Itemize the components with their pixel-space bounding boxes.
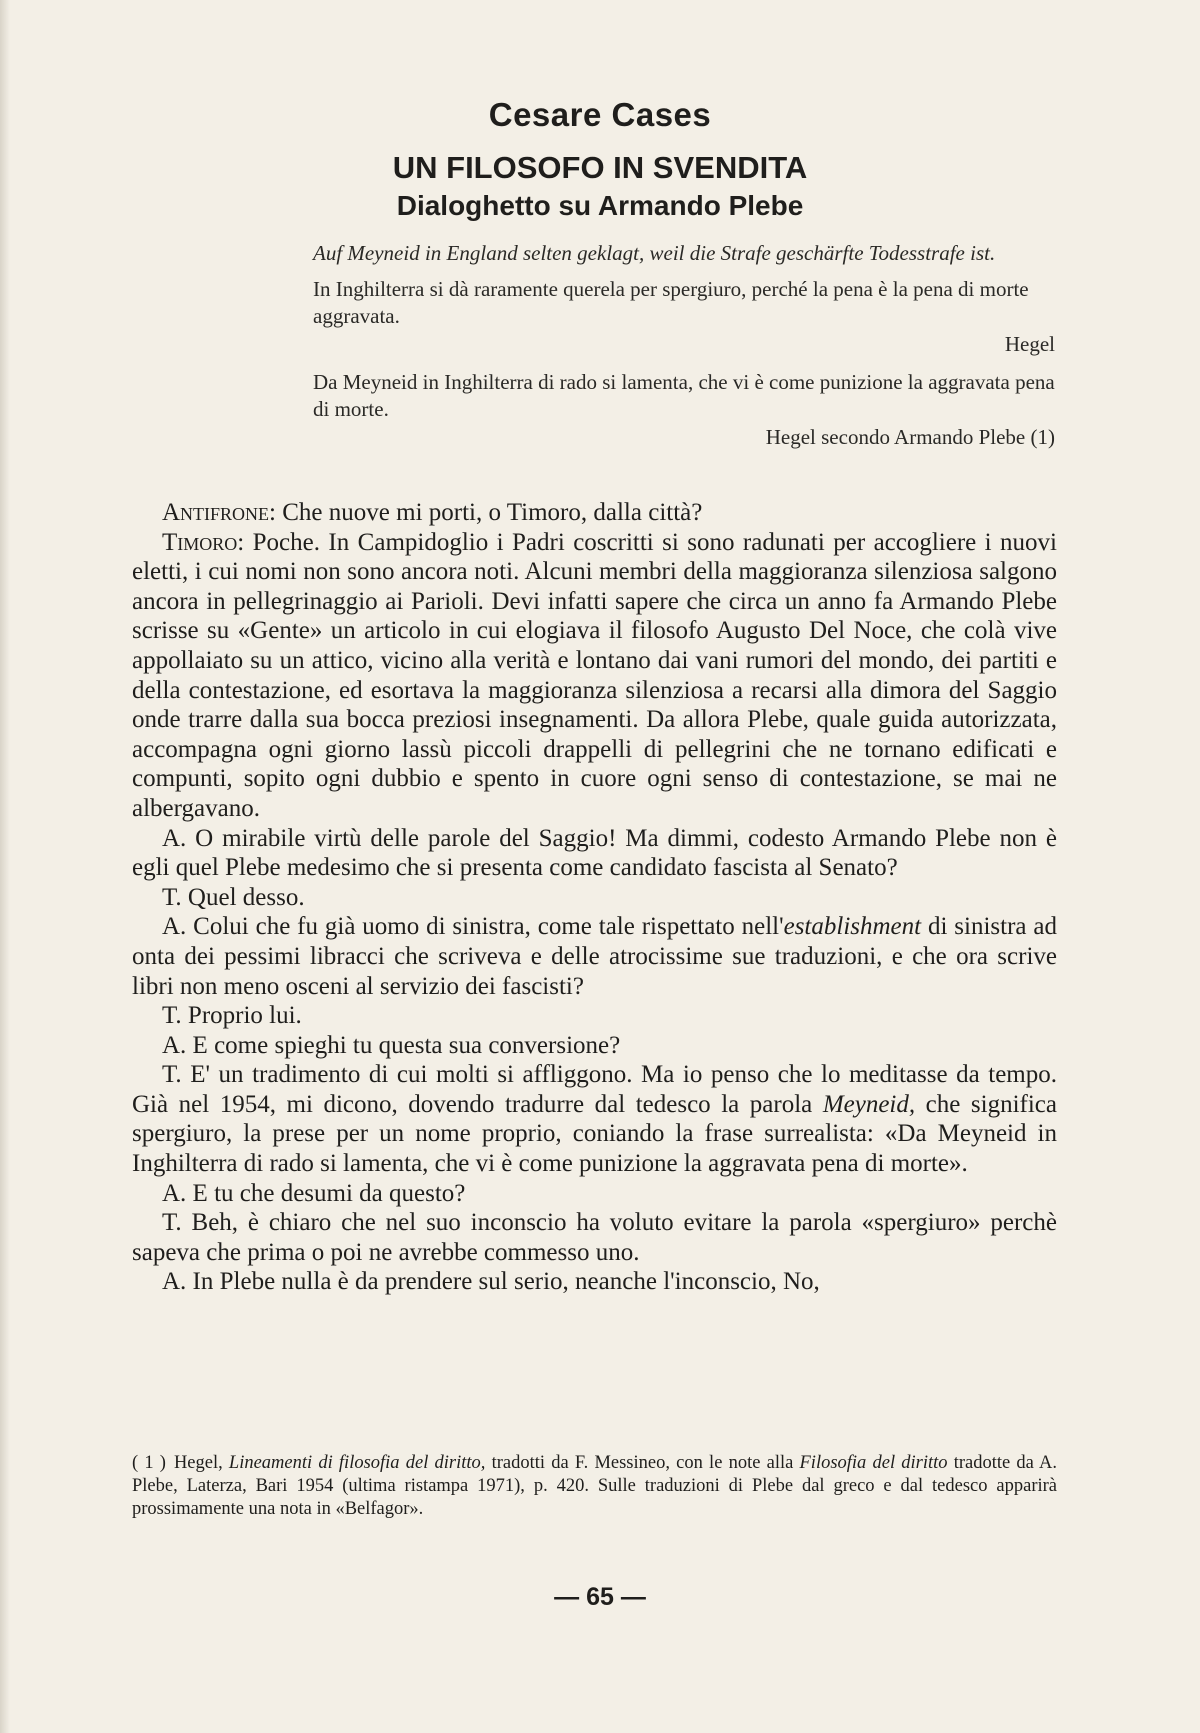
footnote: [132, 1452, 1057, 1521]
dialogue-paragraph: A. E come spieghi tu questa sua conversione?: [162, 1031, 621, 1059]
dialogue-text: Che nuove mi porti, o Timoro, dalla città?: [276, 499, 703, 526]
dialogue-paragraph: [132, 528, 1057, 824]
dialogue-paragraph: [132, 498, 1057, 528]
article-subtitle: Dialoghetto su Armando Plebe: [396, 190, 804, 221]
footnote-number: ( 1 ): [132, 1453, 166, 1473]
epigraph-attribution-plebe: Hegel secondo Armando Plebe (1): [765, 425, 1055, 449]
footnote-text: Hegel,: [173, 1453, 229, 1473]
dialogue-italic: establishment: [783, 913, 922, 941]
dialogue-paragraph: A. In Plebe nulla è da prendere sul serio, neanche l'inconscio, No,: [162, 1268, 820, 1296]
dialogue-text: A. Colui che fu già uomo di sinistra, come tale rispettato nell': [162, 913, 784, 941]
dialogue-paragraph: [132, 1060, 1057, 1178]
dialogue-text: T. E' un tradimento di cui molti si affliggono. Ma io penso che lo meditasse da tempo. Già nel 1954, mi dicono, dovendo tradurre dal tedesco la parola: [132, 1061, 1057, 1118]
dialogue-paragraph: T. Quel desso.: [162, 883, 305, 911]
author-name: Cesare Cases: [488, 96, 712, 133]
footnote-text: tradotte da A. Plebe, Laterza, Bari 1954 (ultima ristampa 1971), p. 420. Sulle traduzioni di Plebe dal greco e dal tedesco apparirà prossimamente una nota in «Belfagor».: [132, 1453, 1057, 1519]
dialogue-paragraph: A. E tu che desumi da questo?: [162, 1179, 466, 1207]
page-number: — 65 —: [554, 1583, 646, 1611]
footnote-italic: Filosofia del diritto: [799, 1453, 948, 1473]
page-edge: [0, 0, 10, 1733]
footnote-italic: Lineamenti di filosofia del diritto,: [228, 1453, 486, 1473]
dialogue-text: di sinistra ad onta dei pessimi libracci che scriveva e delle atrocissime sue traduzioni, e che ora scrive libri non meno osceni al servizio dei fascisti?: [132, 913, 1057, 1000]
epigraph-italian-plebe: Da Meyneid in Inghilterra di rado si lamenta, che vi è come punizione la aggravata pena di morte.: [313, 370, 1055, 421]
epigraph-attribution-hegel: Hegel: [1004, 332, 1055, 356]
speaker-antifrone: Antifrone:: [162, 499, 276, 526]
article-title: UN FILOSOFO IN SVENDITA: [392, 150, 808, 185]
epigraph: [313, 240, 1055, 462]
dialogue-paragraph: T. Beh, è chiaro che nel suo inconscio ha voluto evitare la parola «spergiuro» perchè sapeva che prima o poi ne avrebbe commesso uno.: [132, 1209, 1057, 1266]
epigraph-german: Auf Meyneid in England selten geklagt, weil die Strafe geschärfte Todesstrafe ist.: [313, 241, 996, 265]
dialogue-paragraph: A. O mirabile virtù delle parole del Saggio! Ma dimmi, codesto Armando Plebe non è egli quel Plebe medesimo che si presenta come candidato fascista al Senato?: [132, 824, 1057, 882]
dialogue-italic: Meyneid,: [822, 1090, 916, 1118]
dialogue-text: che significa spergiuro, la prese per un nome proprio, coniando la frase surrealista: «Da Meyneid in Inghilterra di rado si lamenta, che vi è come punizione la aggravata pena di morte».: [132, 1090, 1057, 1178]
dialogue-body: [132, 498, 1057, 1297]
dialogue-paragraph: T. Proprio lui.: [162, 1002, 302, 1030]
speaker-timoro: Timoro:: [162, 528, 245, 556]
footnote-text: tradotti da F. Messineo, con le note alla: [485, 1453, 800, 1473]
dialogue-text: Poche. In Campidoglio i Padri coscritti si sono radunati per accogliere i nuovi eletti, i cui nomi non sono ancora noti. Alcuni membri della maggioranza silenziosa salgono ancora in pellegrinaggio ai Parioli. Devi infatti sapere che circa un anno fa Armando Plebe scrisse su «Gente» un articolo in cui elogiava il filosofo Augusto Del Noce, che colà vive appollaiato su un attico, vicino alla verità e lontano dai vani rumori del mondo, dei partiti e della contestazione, ed esortava la maggioranza silenziosa a recarsi alla dimora del Saggio onde trarre dalla sua bocca preziosi insegnamenti. Da allora Plebe, quale guida autorizzata, accompagna ogni giorno lassù piccoli drappelli di pellegrini che ne tornano edificati e compunti, sopito ogni dubbio e spento in cuore ogni senso di contestazione, se mai ne albergavano.: [132, 528, 1057, 822]
epigraph-italian-correct: In Inghilterra si dà raramente querela per spergiuro, perché la pena è la pena di morte aggravata.: [313, 277, 1029, 328]
dialogue-paragraph: [132, 912, 1057, 1001]
